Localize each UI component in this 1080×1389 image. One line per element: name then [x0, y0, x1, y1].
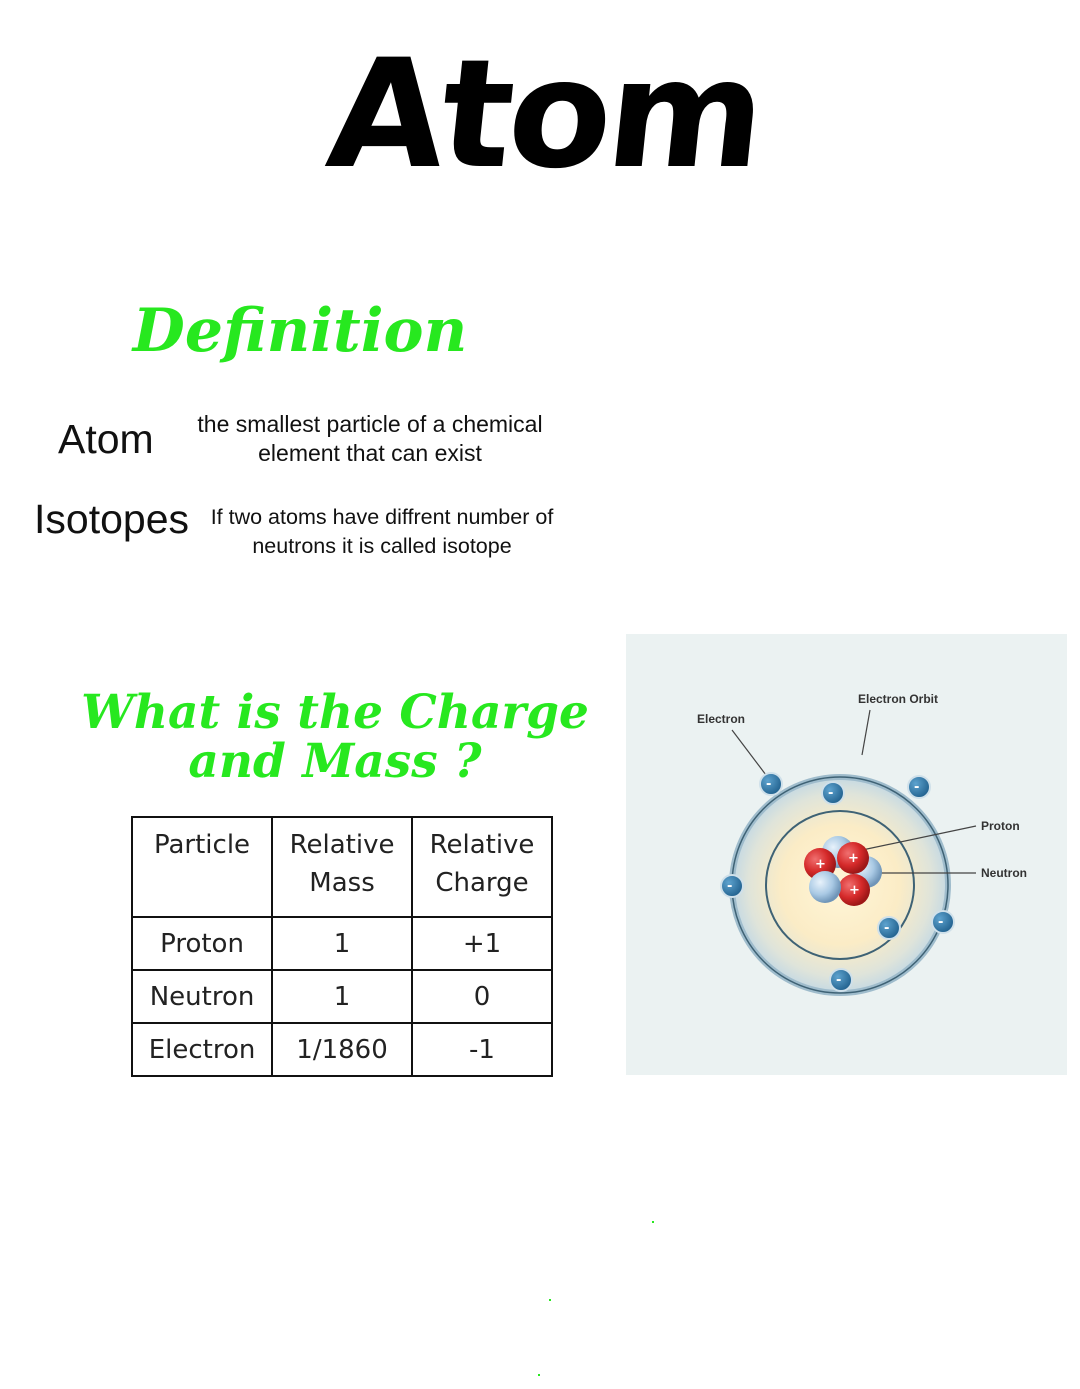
electron-symbol: - — [938, 915, 944, 930]
table-row — [132, 1023, 552, 1076]
orbit-leader-line — [862, 710, 870, 755]
atom-diagram-svg — [626, 634, 1067, 1075]
table-cell: Neutron — [132, 970, 272, 1023]
electron-leader-line — [732, 730, 766, 775]
table-cell: 0 — [412, 970, 552, 1023]
definition-isotopes: If two atoms have diffrent number of neutrons it is called isotope — [210, 505, 554, 558]
term-atom: Atom — [58, 416, 154, 462]
decorative-speck — [549, 1299, 551, 1301]
charge-mass-heading: What is the Charge and Mass ? — [81, 685, 589, 790]
definition-heading: Definition — [132, 296, 468, 366]
table-cell: -1 — [412, 1023, 552, 1076]
proton-symbol: + — [848, 851, 859, 866]
decorative-speck — [652, 1221, 654, 1223]
table-header-row — [132, 817, 552, 917]
table-row — [132, 970, 552, 1023]
electron-symbol: - — [766, 777, 772, 792]
particle-table — [131, 816, 553, 1077]
table-cell: 1/1860 — [272, 1023, 412, 1076]
table-row — [132, 917, 552, 970]
label-proton: Proton — [981, 819, 1020, 833]
table-cell: Electron — [132, 1023, 272, 1076]
label-neutron: Neutron — [981, 866, 1027, 880]
proton-symbol: + — [849, 883, 860, 898]
table-cell: 1 — [272, 917, 412, 970]
table-cell: +1 — [412, 917, 552, 970]
definition-atom: the smallest particle of a chemical element that can exist — [197, 411, 543, 466]
term-isotopes: Isotopes — [34, 496, 189, 542]
neutron-particle — [809, 871, 841, 903]
table-header-particle: Particle — [132, 817, 272, 917]
decorative-speck — [538, 1374, 540, 1376]
proton-symbol: + — [815, 857, 826, 872]
electron-symbol: - — [914, 780, 920, 795]
table-cell: 1 — [272, 970, 412, 1023]
electron-symbol: - — [884, 921, 890, 936]
table-header-charge: Relative Charge — [412, 817, 552, 917]
electron-symbol: - — [828, 786, 834, 801]
electron-symbol: - — [727, 879, 733, 894]
electron-symbol: - — [836, 973, 842, 988]
label-electron-orbit: Electron Orbit — [858, 692, 939, 706]
atom-diagram — [626, 634, 1067, 1075]
table-header-mass: Relative Mass — [272, 817, 412, 917]
page-title: Atom — [320, 28, 770, 202]
label-electron: Electron — [697, 712, 746, 726]
table-cell: Proton — [132, 917, 272, 970]
